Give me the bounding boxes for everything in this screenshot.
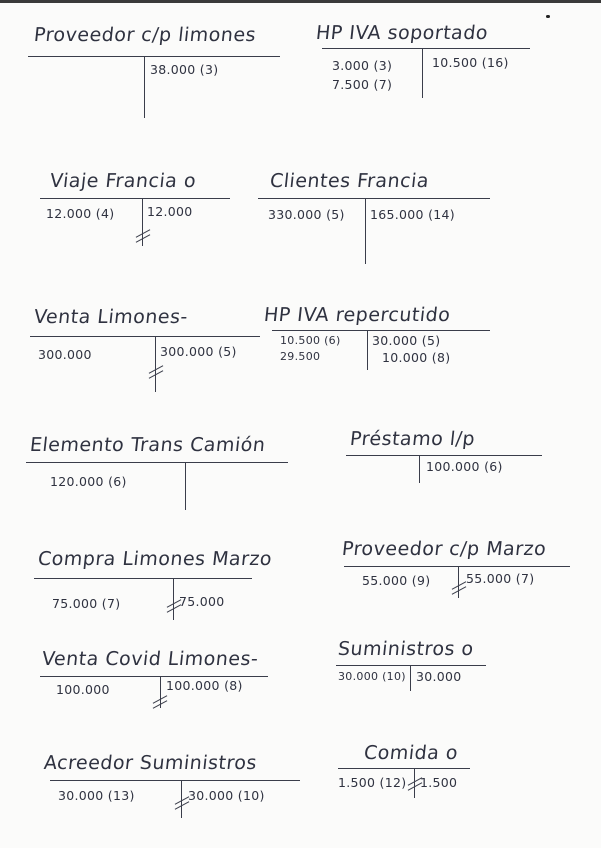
account-title: HP IVA soportado xyxy=(314,22,490,44)
t-account-vertical-line xyxy=(365,198,366,264)
credit-entry: 30.000 (10) xyxy=(188,788,265,803)
account-title: Préstamo l/p xyxy=(348,428,477,450)
t-account-vertical-line xyxy=(410,665,411,691)
closing-mark xyxy=(152,696,168,708)
closing-mark xyxy=(451,582,467,594)
account-title: HP IVA repercutido xyxy=(262,304,452,326)
debit-entry: 7.500 (7) xyxy=(332,77,393,92)
t-account-horizontal-line xyxy=(26,462,288,463)
account-title: Proveedor c/p Marzo xyxy=(340,538,548,560)
account-title: Venta Covid Limones- xyxy=(40,648,260,670)
t-account-horizontal-line xyxy=(336,665,486,666)
t-account-vertical-line xyxy=(419,455,420,483)
debit-entry: 75.000 (7) xyxy=(52,596,121,611)
debit-entry: 55.000 (9) xyxy=(362,573,431,588)
credit-entry: 300.000 (5) xyxy=(160,344,237,359)
t-account-horizontal-line xyxy=(28,56,280,57)
credit-entry: 55.000 (7) xyxy=(466,571,535,586)
account-title: Suministros o xyxy=(336,638,475,660)
t-account-horizontal-line xyxy=(40,676,268,677)
ink-smudge xyxy=(546,15,550,18)
t-account-vertical-line xyxy=(173,578,174,620)
debit-entry: 30.000 (13) xyxy=(58,788,135,803)
account-title: Compra Limones Marzo xyxy=(36,548,274,570)
account-title: Clientes Francia xyxy=(268,170,431,192)
debit-entry: 3.000 (3) xyxy=(332,58,393,73)
credit-entry: 10.000 (8) xyxy=(382,350,451,365)
scan-top-edge xyxy=(0,0,601,3)
credit-entry: 30.000 xyxy=(416,669,462,684)
credit-entry: 165.000 (14) xyxy=(370,207,455,222)
credit-entry: 12.000 xyxy=(147,204,193,219)
t-account-horizontal-line xyxy=(30,336,260,337)
credit-entry: 100.000 (6) xyxy=(426,459,503,474)
t-account-vertical-line xyxy=(155,336,156,392)
credit-entry: 30.000 (5) xyxy=(372,333,441,348)
account-title: Proveedor c/p limones xyxy=(32,24,258,46)
debit-entry: 10.500 (6) xyxy=(280,334,341,347)
debit-entry: 100.000 xyxy=(56,682,110,697)
account-title: Comida o xyxy=(362,742,460,764)
closing-mark xyxy=(407,778,423,790)
account-title: Viaje Francia o xyxy=(48,170,198,192)
account-title: Acreedor Suministros xyxy=(42,752,259,774)
t-account-horizontal-line xyxy=(346,455,542,456)
debit-entry: 300.000 xyxy=(38,347,92,362)
t-account-vertical-line xyxy=(422,48,423,98)
debit-entry: 12.000 (4) xyxy=(46,206,115,221)
credit-entry: 100.000 (8) xyxy=(166,678,243,693)
credit-entry: 75.000 xyxy=(179,594,225,609)
debit-entry: 29.500 xyxy=(280,350,321,363)
account-title: Venta Limones- xyxy=(32,306,190,328)
credit-entry: 38.000 (3) xyxy=(150,62,219,77)
debit-entry: 330.000 (5) xyxy=(268,207,345,222)
t-account-horizontal-line xyxy=(322,48,530,49)
t-account-vertical-line xyxy=(185,462,186,510)
t-account-horizontal-line xyxy=(258,198,490,199)
closing-mark xyxy=(166,600,182,612)
t-account-horizontal-line xyxy=(40,198,230,199)
t-account-horizontal-line xyxy=(50,780,300,781)
debit-entry: 30.000 (10) xyxy=(338,670,406,683)
closing-mark xyxy=(174,797,190,809)
t-account-horizontal-line xyxy=(338,768,470,769)
closing-mark xyxy=(148,366,164,378)
t-account-vertical-line xyxy=(144,56,145,118)
debit-entry: 1.500 (12) xyxy=(338,775,407,790)
t-account-horizontal-line xyxy=(34,578,252,579)
closing-mark xyxy=(135,230,151,242)
debit-entry: 120.000 (6) xyxy=(50,474,127,489)
t-account-horizontal-line xyxy=(272,330,490,331)
t-account-horizontal-line xyxy=(344,566,570,567)
account-title: Elemento Trans Camión xyxy=(28,434,267,456)
credit-entry: 1.500 xyxy=(420,775,458,790)
credit-entry: 10.500 (16) xyxy=(432,55,509,70)
t-account-vertical-line xyxy=(367,330,368,370)
